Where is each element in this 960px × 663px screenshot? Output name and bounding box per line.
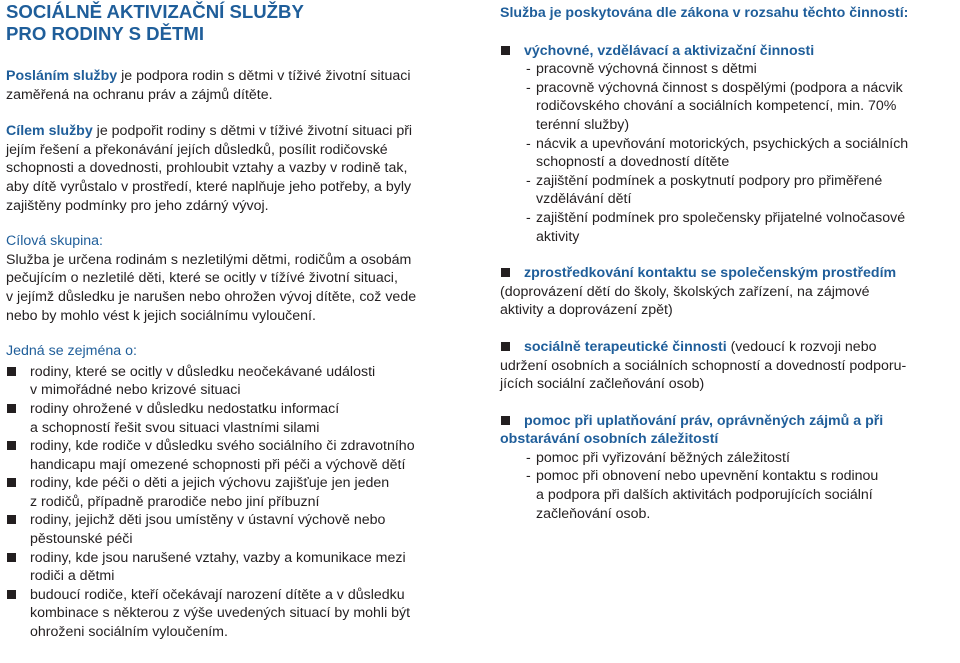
subitem-text: nácvik a upevňování motorických, psychických a sociálních — [536, 135, 909, 152]
subitem-text: a podpora při dalších aktivitách podporujících sociální — [536, 487, 873, 504]
left-column — [6, 0, 471, 642]
service-text: (doprovázení dětí do školy, školských zařízení, na zájmové — [500, 283, 870, 300]
list-item-text: pěstounské péči — [30, 531, 133, 548]
square-bullet-icon — [501, 342, 510, 351]
service-title: zprostředkování kontaktu se společenským prostředím — [524, 265, 897, 282]
list-item-text: ohroženi sociálním vyloučením. — [30, 624, 228, 641]
service-item — [500, 338, 956, 357]
subitem-text: vzdělávání dětí — [536, 191, 632, 208]
poslani-label: Posláním služby — [6, 68, 118, 84]
cil-text: jejím řešení a překonávání jejích důsledků, posílit rodičovské — [6, 141, 388, 158]
service-subitem: - nácvik a upevňování motorických, psychických a sociálních schopností a dovedností dítěte — [500, 135, 956, 172]
list-item-text: rodiči a dětmi — [30, 568, 115, 585]
list-item-text: kombinace s některou z výše uvedených situací by mohli být — [30, 605, 411, 622]
cilova-text: nebo by mohlo vést k jejich sociálnímu vyloučení. — [6, 307, 316, 324]
list-item-text: rodiny, kde jsou narušené vztahy, vazby a komunikace mezi — [30, 549, 406, 566]
service-subitem: - zajištění podmínek pro společensky přijatelné volnočasové aktivity — [500, 209, 956, 246]
subitem-text: zajištění podmínek pro společensky přijatelné volnočasové — [536, 209, 906, 226]
list-item-text: rodiny, kde péči o děti a jejich výchovu zajišťuje jen jeden — [30, 475, 390, 492]
right-column — [500, 0, 956, 523]
cilova-skupina-heading: Cílová skupina: — [6, 233, 103, 250]
square-bullet-icon — [7, 404, 16, 413]
list-item — [6, 511, 471, 548]
square-bullet-icon — [7, 553, 16, 562]
square-bullet-icon — [501, 416, 510, 425]
cilova-skupina-section — [6, 232, 471, 325]
service-subitem: - zajištění podmínek a poskytnutí podpory pro přiměřené vzdělávání dětí — [500, 172, 956, 209]
subitem-text: pomoc při vyřizování běžných záležitostí — [536, 449, 790, 466]
subitem-text: zajištění podmínek a poskytnutí podpory pro přiměřené — [536, 172, 883, 189]
cil-paragraph — [6, 122, 471, 215]
service-subitem: - pracovně výchovná činnost s dospělými (podpora a nácvik rodičovského chování a sociálních kompetencí, min. 70% terénní služby) — [500, 79, 956, 135]
subitem-text: terénní služby) — [536, 116, 630, 133]
poslani-paragraph — [6, 67, 471, 104]
service-item — [500, 412, 956, 431]
service-text: aktivity a doprovázení zpět) — [500, 302, 673, 319]
service-text: udržení osobních a sociálních schopností a dovedností podporu- — [500, 357, 907, 374]
poslani-text: zaměřená na ochranu práv a zájmů dítěte. — [6, 86, 273, 103]
square-bullet-icon — [7, 478, 16, 487]
cil-text: je podpořit rodiny s dětmi v tíživé životní situaci při — [92, 123, 413, 140]
list-item — [6, 400, 471, 437]
jedna-se-heading: Jedná se zejména o: — [6, 343, 137, 360]
square-bullet-icon — [7, 515, 16, 524]
cilova-text: pečujícím o nezletilé děti, které se ocitly v tížívé životní situaci, — [6, 270, 398, 287]
list-item — [6, 586, 471, 642]
service-title: pomoc při uplatňování práv, oprávněných zájmů a při — [524, 412, 884, 429]
list-item-text: handicapu mají omezené schopnosti při péči a výchově dětí — [30, 456, 406, 473]
title-line: SOCIÁLNĚ AKTIVIZAČNÍ SLUŽBY — [6, 1, 304, 22]
service-title: výchovné, vzdělávací a aktivizační činnosti — [524, 42, 815, 59]
list-item-text: v mimořádné nebo krizové situaci — [30, 382, 241, 399]
poslani-text: je podpora rodin s dětmi v tíživé životní situaci — [117, 68, 411, 84]
cil-label: Cílem služby — [6, 123, 93, 140]
service-item — [500, 264, 956, 283]
list-item — [6, 474, 471, 511]
square-bullet-icon — [501, 46, 510, 55]
cil-text: aby dítě vyrůstalo v prostředí, které naplňuje jeho potřeby, a byly — [6, 178, 412, 195]
title-line: PRO RODINY S DĚTMI — [6, 23, 205, 44]
list-item-text: z rodičů, případně prarodiče nebo jiní příbuzní — [30, 493, 320, 510]
list-item-text: rodiny, jejichž děti jsou umístěny v ústavní výchově nebo — [30, 512, 386, 529]
list-item-text: budoucí rodiče, kteří očekávají narození dítěte a v důsledku — [30, 586, 405, 603]
square-bullet-icon — [501, 268, 510, 277]
cilova-text: v jejímž důsledku je narušen nebo ohrožen vývoj dítěte, což vede — [6, 288, 417, 305]
service-title: obstarávání osobních záležitostí — [500, 431, 719, 448]
jedna-se-section — [6, 342, 471, 642]
list-item-text: rodiny, kde rodiče v důsledku svého sociálního či zdravotního — [30, 438, 415, 455]
service-text: jících sociální začleňování osob) — [500, 376, 705, 393]
page-title — [6, 1, 471, 45]
square-bullet-icon — [7, 367, 16, 376]
cil-text: zajištěny podmínky pro jeho zdárný vývoj. — [6, 197, 269, 214]
subitem-text: schopností a dovedností dítěte — [536, 154, 730, 171]
list-item — [6, 363, 471, 400]
cil-text: schopnosti a dovednosti, prohloubit vztahy a vazby v rodině tak, — [6, 160, 408, 177]
list-item — [6, 549, 471, 586]
service-title: sociálně terapeutické činnosti — [524, 338, 727, 355]
subitem-text: pracovně výchovná činnost s dětmi — [536, 61, 757, 78]
subitem-text: rodičovského chování a sociálních kompetencí, min. 70% — [536, 98, 897, 115]
service-item — [500, 42, 956, 61]
subitem-text: aktivity — [536, 228, 580, 245]
subitem-text: pomoc při obnovení nebo upevnění kontaktu s rodinou — [536, 468, 879, 485]
cilova-text: Služba je určena rodinám s nezletilými dětmi, rodičům a osobám — [6, 251, 412, 268]
list-item-text: rodiny ohrožené v důsledku nedostatku informací — [30, 400, 340, 417]
subitem-text: pracovně výchovná činnost s dospělými (podpora a nácvik — [536, 79, 903, 96]
list-item — [6, 437, 471, 474]
services-heading: Služba je poskytována dle zákona v rozsahu těchto činností: — [500, 5, 909, 21]
service-subitem: - pomoc při vyřizování běžných záležitostí — [500, 449, 956, 468]
subitem-text: začleňování osob. — [536, 505, 651, 522]
list-item-text: rodiny, které se ocitly v důsledku neočekávané události — [30, 363, 376, 380]
service-text: (vedoucí k rozvoji nebo — [726, 338, 877, 355]
service-subitem: - pracovně výchovná činnost s dětmi — [500, 60, 956, 79]
list-item-text: a schopností řešit svou situaci vlastními silami — [30, 419, 320, 436]
service-subitem: - pomoc při obnovení nebo upevnění kontaktu s rodinou a podpora při dalších aktivitách podporujících sociální začleňování osob. — [500, 467, 956, 523]
target-group-list — [6, 363, 471, 642]
square-bullet-icon — [7, 590, 16, 599]
square-bullet-icon — [7, 441, 16, 450]
